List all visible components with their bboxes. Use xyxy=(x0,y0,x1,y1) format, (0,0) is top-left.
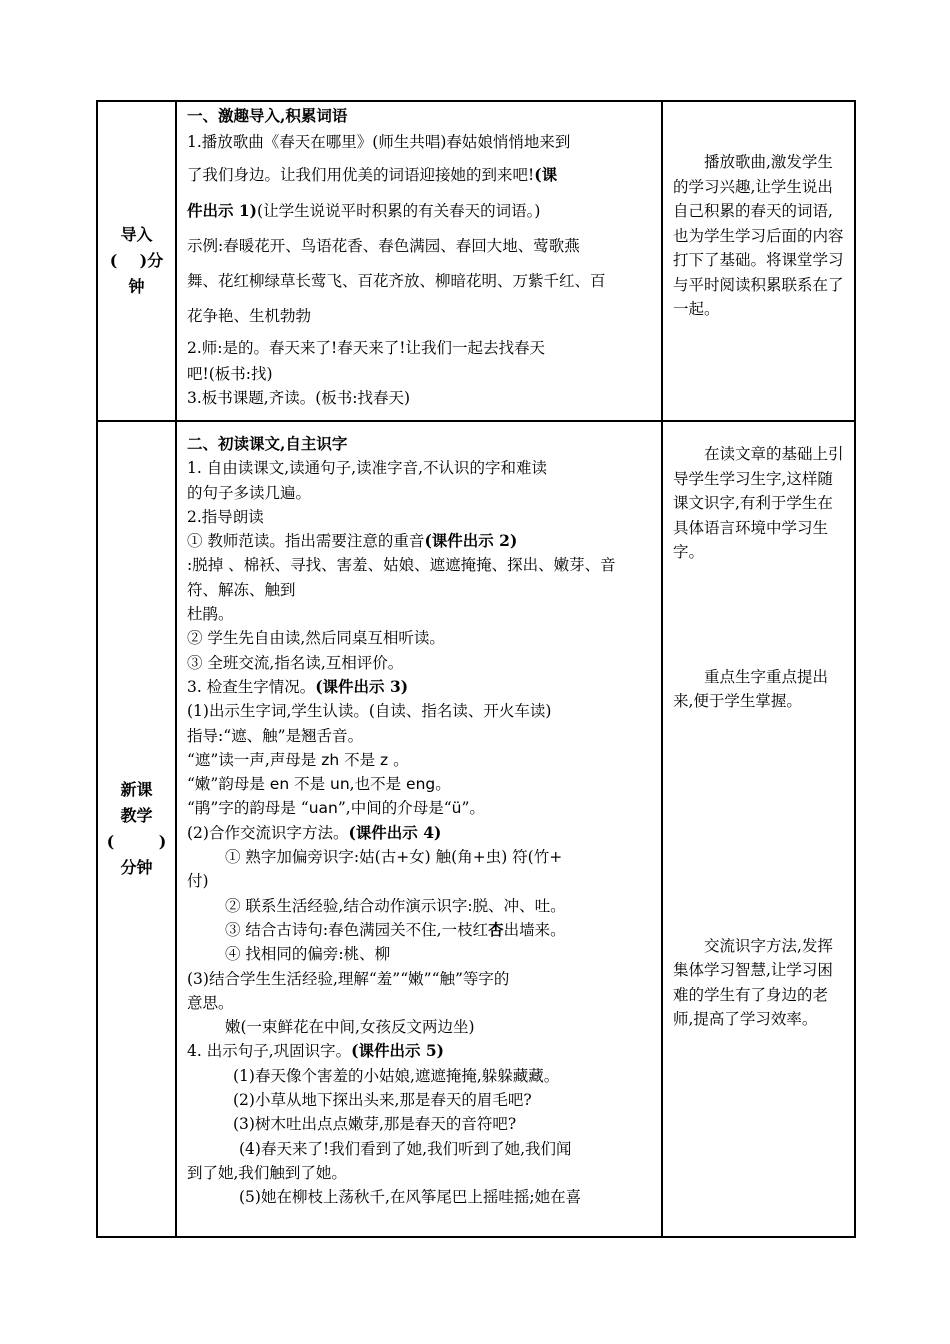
content-line: 1. 自由读课文,读通句子,读准字音,不认识的字和难读 xyxy=(187,459,547,478)
section-heading: 二、初读课文,自主识字 xyxy=(187,434,348,453)
content-line: 2.师:是的。春天来了!春天来了!让我们一起去找春天 xyxy=(187,339,545,357)
content-line: ③ 全班交流,指名读,互相评价。 xyxy=(187,653,404,672)
design-note: 重点生字重点提出来,便于学生掌握。 xyxy=(673,667,829,710)
content-line: (4)春天来了!我们看到了她,我们听到了她,我们闻 xyxy=(239,1139,572,1158)
content-line: 2.指导朗读 xyxy=(187,507,264,526)
content-line: “鹃”字的韵母是 “uan”,中间的介母是“ü”。 xyxy=(187,799,485,818)
segment-label: 导入 xyxy=(120,225,153,244)
segment-cell-intro xyxy=(97,101,176,421)
segment-unit: 分钟 xyxy=(120,858,153,877)
content-line: 花争艳、生机勃勃 xyxy=(187,307,312,325)
content-line: 4. 出示句子,巩固识字。(课件出示 5) xyxy=(187,1041,445,1061)
new-lesson-row xyxy=(97,421,855,1237)
content-line: 的句子多读几遍。 xyxy=(187,483,312,502)
segment-cell-new-lesson xyxy=(97,421,176,1237)
content-line: (5)她在柳枝上荡秋千,在风筝尾巴上摇哇摇;她在喜 xyxy=(239,1188,582,1207)
intro-content xyxy=(176,101,662,421)
content-line: (2)小草从地下探出头来,那是春天的眉毛吧? xyxy=(233,1091,532,1110)
content-line: 意思。 xyxy=(187,993,234,1012)
intro-note xyxy=(662,101,855,421)
design-note: 播放歌曲,激发学生的学习兴趣,让学生说出自己积累的春天的词语,也为学生学习后面的内容打下了基础。将课堂学习与平时阅读积累联系在了一起。 xyxy=(673,153,844,318)
content-line: ① 教师范读。指出需要注意的重音(课件出示 2) xyxy=(187,531,518,551)
segment-duration: ( ) xyxy=(106,832,167,851)
content-line: “嫩”韵母是 en 不是 un,也不是 eng。 xyxy=(187,775,451,794)
segment-label: 新课 xyxy=(120,780,153,799)
content-line: 了我们身边。让我们用优美的词语迎接她的到来吧!(课 xyxy=(187,165,558,184)
intro-row xyxy=(97,101,855,421)
content-line: (3)树木吐出点点嫩芽,那是春天的音符吧? xyxy=(233,1115,517,1134)
content-line: (2)合作交流识字方法。(课件出示 4) xyxy=(187,822,442,842)
content-line: 1.播放歌曲《春天在哪里》(师生共唱)春姑娘悄悄地来到 xyxy=(187,133,571,151)
content-line: ④ 找相同的偏旁:桃、柳 xyxy=(225,945,391,964)
content-line: 嫩(一束鲜花在中间,女孩反文两边坐) xyxy=(225,1018,475,1037)
content-line: :脱掉 、棉袄、寻找、害羞、姑娘、遮遮掩掩、探出、嫩芽、音 xyxy=(187,556,616,575)
content-line: (1)春天像个害羞的小姑娘,遮遮掩掩,躲躲藏藏。 xyxy=(233,1066,560,1085)
content-line: ② 学生先自由读,然后同桌互相听读。 xyxy=(187,629,445,648)
content-line: “遮”读一声,声母是 zh 不是 z 。 xyxy=(187,750,409,769)
content-line: ③ 结合古诗句:春色满园关不住,一枝红杏出墙来。 xyxy=(225,919,566,939)
new-lesson-content xyxy=(176,421,662,1237)
content-line: 付) xyxy=(187,872,209,891)
segment-unit: 钟 xyxy=(128,277,145,296)
content-line: 3. 检查生字情况。(课件出示 3) xyxy=(187,676,409,696)
segment-label: 教学 xyxy=(120,806,153,825)
content-line: ① 熟字加偏旁识字:姑(古+女) 触(角+虫) 符(竹+ xyxy=(225,848,563,867)
content-line: 吧!(板书:找) xyxy=(187,365,273,383)
content-line: 指导:“遮、触”是翘舌音。 xyxy=(187,726,364,745)
content-line: (1)出示生字词,学生认读。(自读、指名读、开火车读) xyxy=(187,702,552,721)
design-note: 交流识字方法,发挥集体学习智慧,让学习困难的学生有了身边的老师,提高了学习效率。 xyxy=(673,936,833,1028)
content-line: ② 联系生活经验,结合动作演示识字:脱、冲、吐。 xyxy=(225,896,566,915)
new-lesson-notes xyxy=(662,421,855,1237)
lesson-plan-table xyxy=(96,100,856,1238)
content-line: 舞、花红柳绿草长莺飞、百花齐放、柳暗花明、万紫千红、百 xyxy=(187,272,606,290)
content-line: 符、解冻、触到 xyxy=(187,580,296,599)
design-note: 在读文章的基础上引导学生学习生字,这样随课文识字,有利于学生在具体语言环境中学习生字。 xyxy=(673,445,844,561)
content-line: 示例:春暖花开、鸟语花香、春色满园、春回大地、莺歌燕 xyxy=(187,237,580,255)
section-heading: 一、激趣导入,积累词语 xyxy=(187,106,348,125)
content-line: 杜鹃。 xyxy=(187,605,234,624)
content-line: 到了她,我们触到了她。 xyxy=(187,1163,347,1182)
content-line: (3)结合学生生活经验,理解“羞”“嫩”“触”等字的 xyxy=(187,969,510,988)
segment-duration: ( )分 xyxy=(109,251,164,270)
content-line: 3.板书课题,齐读。(板书:找春天) xyxy=(187,389,411,407)
content-line: 件出示 1)(让学生说说平时积累的有关春天的词语。) xyxy=(187,201,541,220)
